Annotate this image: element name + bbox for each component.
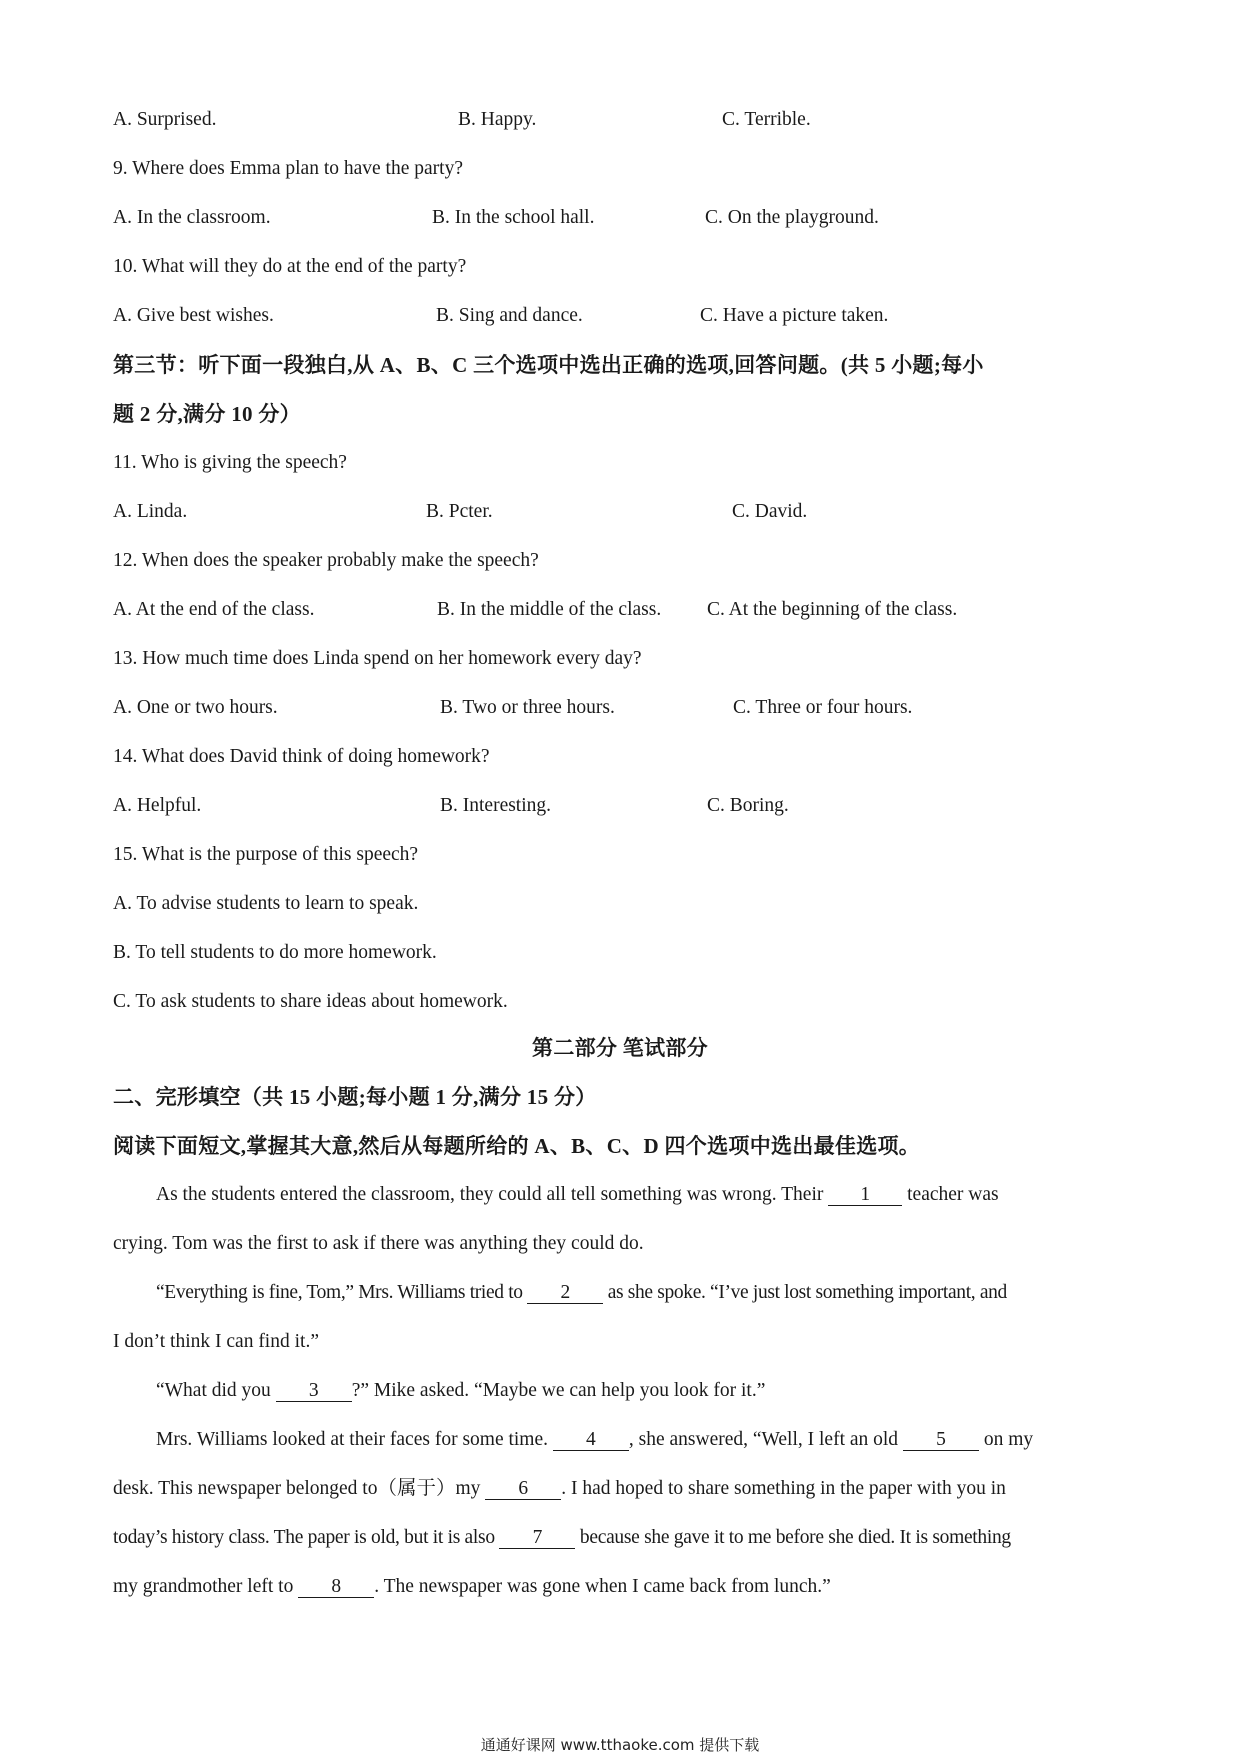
q10-option-c: C. Have a picture taken. bbox=[700, 305, 889, 326]
cloze-line-2: crying. Tom was the first to ask if there was anything they could do. bbox=[113, 1233, 644, 1254]
q8-option-a: A. Surprised. bbox=[113, 109, 217, 130]
q9-stem: 9. Where does Emma plan to have the party? bbox=[113, 158, 463, 179]
cloze-blank-2: 2 bbox=[527, 1283, 603, 1304]
q9-option-a: A. In the classroom. bbox=[113, 207, 271, 228]
cloze-text: because she gave it to me before she died. It is something bbox=[575, 1527, 1011, 1548]
part2-title: 第二部分 笔试部分 bbox=[532, 1036, 708, 1060]
q14-option-c: C. Boring. bbox=[707, 795, 789, 816]
cloze-text: As the students entered the classroom, they could all tell something was wrong. Their bbox=[156, 1184, 829, 1205]
q10-option-a: A. Give best wishes. bbox=[113, 305, 274, 326]
cloze-line-3 bbox=[156, 1281, 1007, 1305]
cloze-blank-7: 7 bbox=[499, 1528, 575, 1549]
cloze-line-1 bbox=[156, 1183, 999, 1207]
section3-heading-line2: 题 2 分,满分 10 分） bbox=[113, 402, 301, 426]
q11-stem: 11. Who is giving the speech? bbox=[113, 452, 347, 473]
q12-stem: 12. When does the speaker probably make the speech? bbox=[113, 550, 539, 571]
q11-option-c: C. David. bbox=[732, 501, 808, 522]
q9-option-b: B. In the school hall. bbox=[432, 207, 595, 228]
cloze-text: desk. This newspaper belonged to（属于）my bbox=[113, 1478, 486, 1499]
q11-option-b: B. Pcter. bbox=[426, 501, 493, 522]
cloze-text: . The newspaper was gone when I came back from lunch.” bbox=[374, 1576, 831, 1597]
cloze-text: ?” Mike asked. “Maybe we can help you look for it.” bbox=[351, 1380, 766, 1401]
cloze-text: on my bbox=[978, 1429, 1034, 1450]
cloze-line-7 bbox=[113, 1477, 1006, 1501]
q13-option-c: C. Three or four hours. bbox=[733, 697, 913, 718]
q12-option-a: A. At the end of the class. bbox=[113, 599, 315, 620]
cloze-text: “What did you bbox=[156, 1380, 276, 1401]
q10-option-b: B. Sing and dance. bbox=[436, 305, 583, 326]
q15-stem: 15. What is the purpose of this speech? bbox=[113, 844, 419, 865]
cloze-line-6 bbox=[156, 1428, 1033, 1452]
q14-option-b: B. Interesting. bbox=[440, 795, 552, 816]
cloze-blank-4: 4 bbox=[553, 1430, 629, 1451]
cloze-blank-8: 8 bbox=[298, 1577, 374, 1598]
q8-option-b: B. Happy. bbox=[458, 109, 537, 130]
cloze-text: . I had hoped to share something in the paper with you in bbox=[561, 1478, 1006, 1499]
q10-stem: 10. What will they do at the end of the party? bbox=[113, 256, 467, 277]
cloze-text: today’s history class. The paper is old, but it is also bbox=[113, 1527, 500, 1548]
cloze-text: my grandmother left to bbox=[113, 1576, 299, 1597]
cloze-line-4: I don’t think I can find it.” bbox=[113, 1331, 319, 1352]
section3-heading-line1: 第三节：听下面一段独白,从 A、B、C 三个选项中选出正确的选项,回答问题。(共 5 小题;每小 bbox=[113, 353, 984, 377]
cloze-text: Mrs. Williams looked at their faces for some time. bbox=[156, 1429, 553, 1450]
q14-stem: 14. What does David think of doing homework? bbox=[113, 746, 490, 767]
q15-option-a: A. To advise students to learn to speak. bbox=[113, 893, 419, 914]
cloze-text: , she answered, “Well, I left an old bbox=[628, 1429, 903, 1450]
q13-option-b: B. Two or three hours. bbox=[440, 697, 615, 718]
cloze-text: as she spoke. “I’ve just lost something important, and bbox=[603, 1282, 1007, 1303]
cloze-text: “Everything is fine, Tom,” Mrs. Williams tried to bbox=[156, 1282, 528, 1303]
cloze-blank-6: 6 bbox=[485, 1479, 561, 1500]
q12-option-b: B. In the middle of the class. bbox=[437, 599, 662, 620]
q8-option-c: C. Terrible. bbox=[722, 109, 811, 130]
cloze-text: teacher was bbox=[902, 1184, 999, 1205]
cloze-blank-3: 3 bbox=[276, 1381, 352, 1402]
cloze-line-8 bbox=[113, 1526, 1011, 1550]
q11-option-a: A. Linda. bbox=[113, 501, 188, 522]
q15-option-b: B. To tell students to do more homework. bbox=[113, 942, 437, 963]
q15-option-c: C. To ask students to share ideas about homework. bbox=[113, 991, 508, 1012]
q9-option-c: C. On the playground. bbox=[705, 207, 879, 228]
q13-stem: 13. How much time does Linda spend on her homework every day? bbox=[113, 648, 642, 669]
cloze-line-9 bbox=[113, 1575, 831, 1599]
q13-option-a: A. One or two hours. bbox=[113, 697, 278, 718]
cloze-heading: 二、完形填空（共 15 小题;每小题 1 分,满分 15 分） bbox=[113, 1085, 597, 1109]
q12-option-c: C. At the beginning of the class. bbox=[707, 599, 958, 620]
cloze-blank-5: 5 bbox=[903, 1430, 979, 1451]
cloze-blank-1: 1 bbox=[828, 1185, 902, 1206]
cloze-instruction: 阅读下面短文,掌握其大意,然后从每题所给的 A、B、C、D 四个选项中选出最佳选项。 bbox=[113, 1134, 921, 1158]
q14-option-a: A. Helpful. bbox=[113, 795, 202, 816]
cloze-line-5 bbox=[156, 1379, 765, 1403]
page-footer: 通通好课网 www.tthaoke.com 提供下载 bbox=[480, 1736, 760, 1754]
